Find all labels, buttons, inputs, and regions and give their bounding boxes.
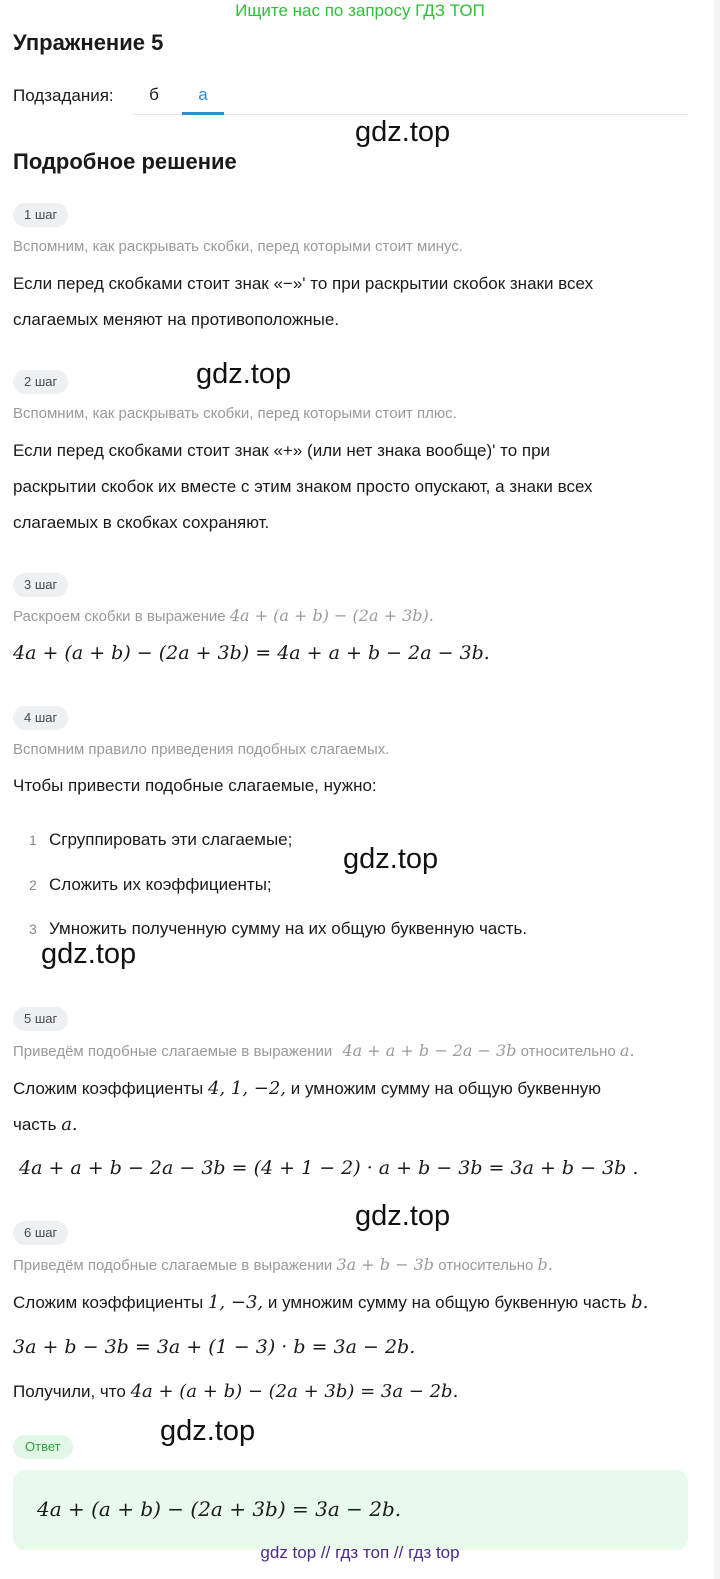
step-5-hint-var: a. (619, 1041, 635, 1060)
subtask-tab-a[interactable]: а (198, 85, 208, 104)
step-6-line-1 (13, 1285, 703, 1321)
list-item: Сложить их коэффициенты; (49, 875, 272, 894)
step-1-line-2: слагаемых меняют на противоположные. (13, 310, 340, 329)
step-6-hint-text: Приведём подобные слагаемые в выражении (13, 1257, 333, 1274)
step-5-equation: 4a + a + b − 2a − 3b = (4 + 1 − 2) · a + b − 3b = 3a + b − 3b . (19, 1157, 639, 1179)
step-5-line-2 (13, 1107, 703, 1143)
active-tab-indicator (182, 112, 224, 115)
page-title: Упражнение 5 (13, 30, 164, 55)
step-6-line-1-math: 1, −3, (207, 1292, 264, 1313)
subtasks-label: Подзадания: (13, 86, 114, 105)
step-5-line-1-suffix: и умножим сумму на общую буквенную (290, 1079, 602, 1098)
watermark: gdz.top (160, 1415, 256, 1447)
list-item-number: 3 (29, 921, 37, 937)
list-item-number: 1 (29, 832, 37, 848)
step-5-hint-math: 4a + a + b − 2a − 3b (342, 1041, 517, 1060)
step-1-hint: Вспомним, как раскрывать скобки, перед которыми стоит минус. (13, 238, 463, 255)
list-item: Умножить полученную сумму на их общую буквенную часть. (49, 919, 528, 938)
step-5-line-1 (13, 1071, 703, 1107)
step-6-hint-suffix: относительно (438, 1257, 534, 1274)
step-5-badge: 5 шаг (13, 1007, 68, 1031)
step-3-hint (13, 606, 434, 625)
step-5-hint-suffix: относительно (520, 1043, 616, 1060)
step-4-intro: Чтобы привести подобные слагаемые, нужно: (13, 776, 377, 795)
step-5-line-1-text: Сложим коэффициенты (13, 1079, 204, 1098)
step-5-line-1-math: 4, 1, −2, (207, 1078, 287, 1099)
subtask-tab-b[interactable]: б (149, 85, 159, 104)
step-2-line-2: раскрытии скобок их вместе с этим знаком просто опускают, а знаки всех (13, 477, 593, 496)
step-2-line-1: Если перед скобками стоит знак «+» (или нет знака вообще)' то при (13, 441, 551, 460)
answer-equation: 4a + (a + b) − (2a + 3b) = 3a − 2b. (37, 1497, 402, 1521)
step-6-result (13, 1374, 703, 1410)
watermark: gdz.top (355, 116, 451, 148)
step-3-equation: 4a + (a + b) − (2a + 3b) = 4a + a + b − 2a − 3b. (13, 642, 490, 664)
step-6-result-math: 4a + (a + b) − (2a + 3b) = 3a − 2b. (130, 1381, 459, 1402)
step-6-hint (13, 1255, 553, 1274)
step-6-equation: 3a + b − 3b = 3a + (1 − 3) · b = 3a − 2b. (13, 1336, 416, 1358)
footer-links[interactable]: gdz top // гдз топ // гдз top (260, 1543, 460, 1562)
step-2-badge: 2 шаг (13, 370, 68, 394)
step-1-badge: 1 шаг (13, 203, 68, 227)
step-5-hint (13, 1041, 635, 1060)
watermark: gdz.top (196, 358, 292, 390)
solution-title: Подробное решение (13, 149, 237, 174)
watermark: gdz.top (41, 938, 137, 970)
list-item: Сгруппировать эти слагаемые; (49, 830, 293, 849)
step-4-hint: Вспомним правило приведения подобных слагаемых. (13, 741, 390, 758)
step-3-hint-math: 4a + (a + b) − (2a + 3b). (229, 606, 434, 625)
step-6-badge: 6 шаг (13, 1221, 68, 1245)
step-6-result-text: Получили, что (13, 1382, 126, 1401)
scrollbar[interactable] (714, 0, 720, 1579)
step-4-badge: 4 шаг (13, 706, 68, 730)
step-6-line-1-text: Сложим коэффициенты (13, 1293, 204, 1312)
step-5-line-2-text: часть (13, 1115, 57, 1134)
step-3-hint-text: Раскроем скобки в выражение (13, 608, 226, 625)
promo-banner[interactable]: Ищите нас по запросу ГДЗ ТОП (235, 1, 485, 20)
step-2-hint: Вспомним, как раскрывать скобки, перед которыми стоит плюс. (13, 405, 457, 422)
step-6-line-1-var: b. (631, 1292, 649, 1313)
step-3-badge: 3 шаг (13, 573, 68, 597)
step-6-line-1-suffix: и умножим сумму на общую буквенную часть (267, 1293, 627, 1312)
step-6-hint-math: 3a + b − 3b (336, 1255, 435, 1274)
list-item-number: 2 (29, 877, 37, 893)
step-5-hint-text: Приведём подобные слагаемые в выражении (13, 1043, 333, 1060)
watermark: gdz.top (343, 843, 439, 875)
watermark: gdz.top (355, 1200, 451, 1232)
step-5-line-2-math: a. (61, 1114, 78, 1135)
step-1-line-1: Если перед скобками стоит знак «−»' то при раскрытии скобок знаки всех (13, 274, 594, 293)
answer-badge: Ответ (13, 1435, 73, 1459)
step-2-line-3: слагаемых в скобках сохраняют. (13, 513, 270, 532)
step-6-hint-var: b. (537, 1255, 553, 1274)
